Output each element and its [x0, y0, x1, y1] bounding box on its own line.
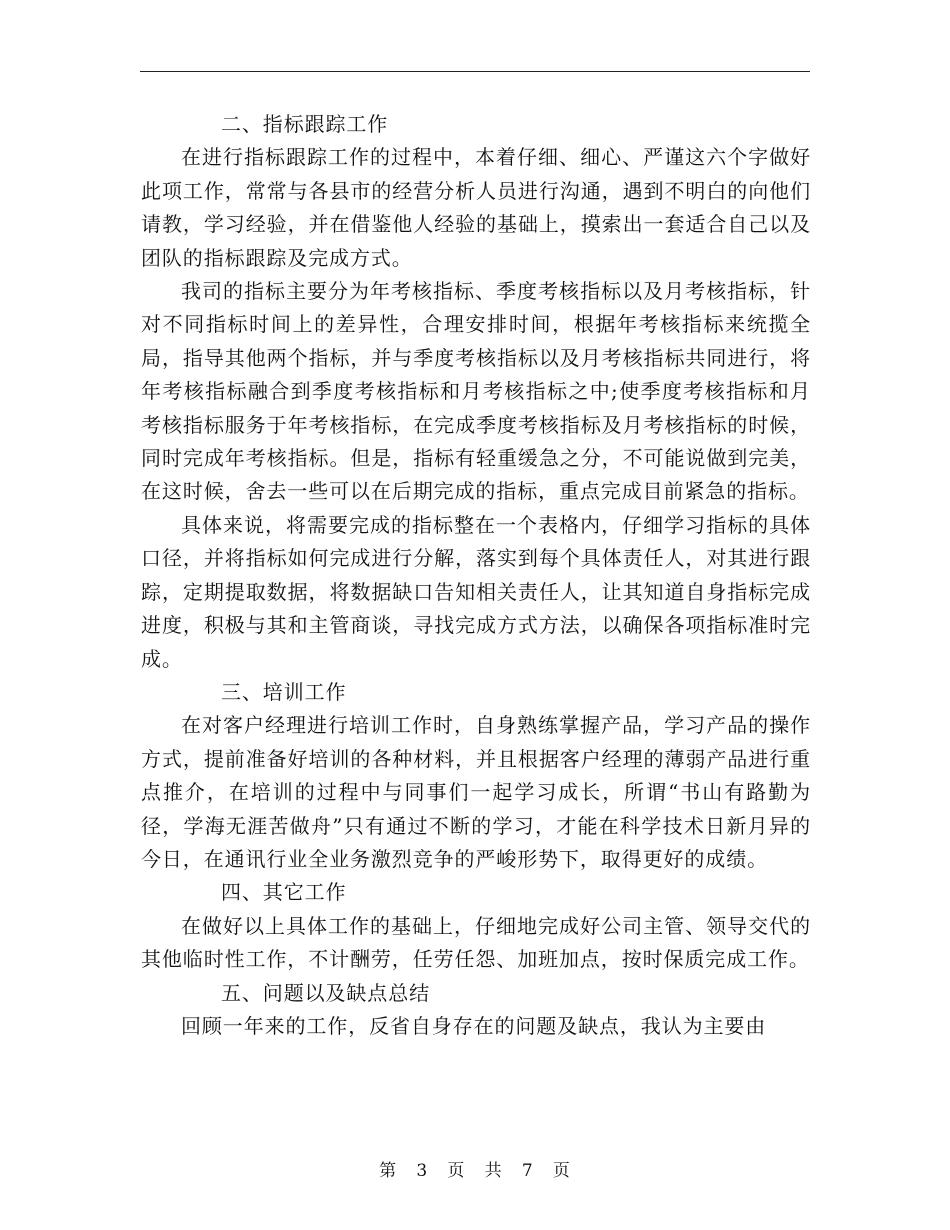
section-heading-problems: 五、问题以及缺点总结: [221, 980, 430, 1005]
paragraph-tracking-details: 具体来说，将需要完成的指标整在一个表格内，仔细学习指标的具体口径，并将指标如何完成进行分解，落实到每个具体责任人，对其进行跟踪，定期提取数据，将数据缺口告知相关责任人，让其知道自身指标完成进度，积极与其和主管商谈，寻找完成方式方法，以确保各项指标准时完成。: [141, 512, 811, 671]
paragraph-other-work: 在做好以上具体工作的基础上，仔细地完成好公司主管、领导交代的其他临时性工作，不计酬劳，任劳任怨、加班加点，按时保质完成工作。: [141, 913, 811, 972]
header-rule: [140, 71, 810, 72]
paragraph-tracking-indicator-types: 我司的指标主要分为年考核指标、季度考核指标以及月考核指标，针对不同指标时间上的差异性，合理安排时间，根据年考核指标来统揽全局，指导其他两个指标，并与季度考核指标以及月考核指标共同进行，将年考核指标融合到季度考核指标和月考核指标之中;使季度考核指标和月考核指标服务于年考核指标，在完成季度考核指标及月考核指标的时候，同时完成年考核指标。但是，指标有轻重缓急之分，不可能说做到完美，在这时候，舍去一些可以在后期完成的指标，重点完成目前紧急的指标。: [141, 279, 811, 504]
section-heading-other-work: 四、其它工作: [221, 880, 347, 905]
document-body: [141, 108, 811, 1043]
footer-suffix: 页: [552, 1161, 571, 1181]
paragraph-training: 在对客户经理进行培训工作时，自身熟练掌握产品，学习产品的操作方式，提前准备好培训的各种材料，并且根据客户经理的薄弱产品进行重点推介，在培训的过程中与同事们一起学习成长，所谓“书山有路勤为径，学海无涯苦做舟”只有通过不断的学习，才能在科学技术日新月异的今日，在通讯行业全业务激烈竞争的严峻形势下，取得更好的成绩。: [141, 713, 811, 871]
footer-total-word: 共: [484, 1161, 503, 1181]
page-footer: [0, 1156, 950, 1181]
section-heading-tracking: 二、指标跟踪工作: [221, 112, 389, 136]
footer-prefix: 第: [379, 1161, 398, 1181]
section-heading-training: 三、培训工作: [221, 679, 347, 704]
paragraph-problems: 回顾一年来的工作，反省自身存在的问题及缺点，我认为主要由: [181, 1013, 767, 1038]
footer-page-word: 页: [447, 1161, 466, 1181]
paragraph-tracking-approach: 在进行指标跟踪工作的过程中，本着仔细、细心、严谨这六个字做好此项工作，常常与各县市的经营分析人员进行沟通，遇到不明白的向他们请教，学习经验，并在借鉴他人经验的基础上，摸索出一套适合自己以及团队的指标跟踪及完成方式。: [141, 145, 811, 270]
footer-current-page: 3: [416, 1161, 429, 1181]
footer-total-pages: 7: [521, 1161, 534, 1181]
